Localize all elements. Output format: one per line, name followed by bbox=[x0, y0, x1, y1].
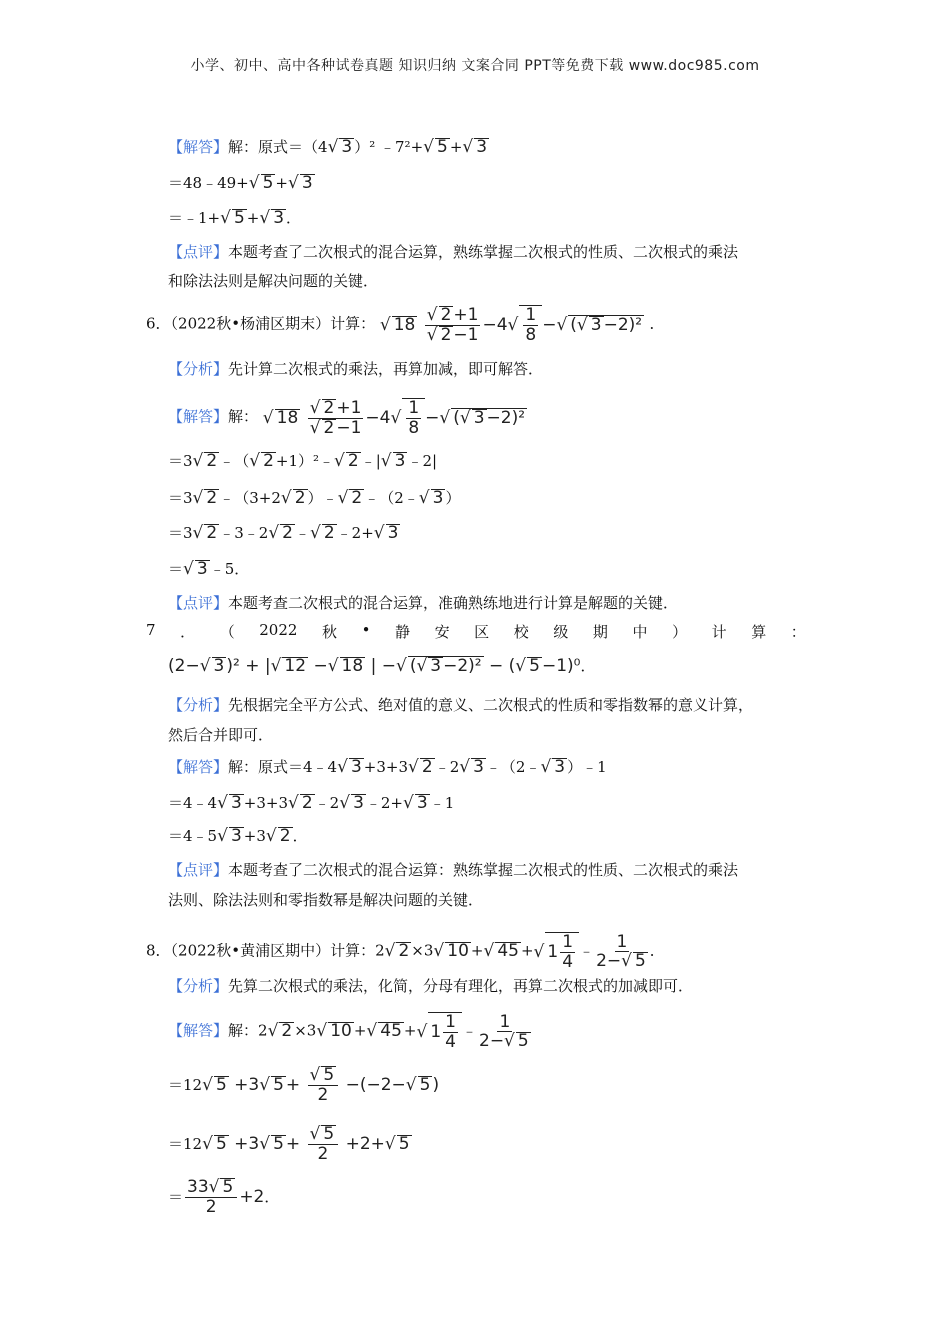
analysis-7-line-1: 【分析】先根据完全平方公式、绝对值的意义、二次根式的性质和零指数幂的意义计算， bbox=[168, 696, 754, 714]
question-6: 6．（2022秋•杨浦区期末）计算： √ 18 $\frac{√ 2 +1}{√ 2 -1}$ −4√ $\frac{1}{8}$ −√ (√ 3 −2)² ． bbox=[146, 305, 665, 345]
solution-7-line-3: ＝4﹣5√ 3 +3√ 2 ． bbox=[168, 826, 308, 846]
page-header: 小学、初中、高中各种试卷真题 知识归纳 文案合同 PPT等免费下载 www.doc985.com bbox=[190, 58, 760, 74]
solution-5-line-2: ＝48﹣49+√ 5 +√ 3 bbox=[168, 173, 313, 193]
question-8: 8．（2022秋•黄浦区期中）计算：2√ 2 ×3√ 10 +√ 45 +√ 1 $\frac{1}{4}$ ﹣ $\frac{1}{2-√ 5}$ ． bbox=[146, 931, 665, 972]
question-7-title: 7 ． （ 2022 秋 • 静 安 区 校 级 期 中 ） 计 算 ： bbox=[146, 621, 806, 641]
solution-7-line-2: ＝4﹣4√ 3 +3+3√ 2 ﹣2√ 3 ﹣2+√ 3 ﹣1 bbox=[168, 793, 455, 813]
solution-5-line-3: ＝﹣1+√ 5 +√ 3 ． bbox=[168, 208, 302, 228]
solution-7-line-1: 【解答】解：原式＝4﹣4√ 3 +3+3√ 2 ﹣2√ 3 ﹣（2﹣√ 3 ）﹣1 bbox=[168, 757, 607, 777]
solution-6-line-2: ＝3√ 2 ﹣（√ 2 +1）²﹣√ 2 ﹣|√ 3 ﹣2| bbox=[168, 451, 438, 471]
analysis-6: 【分析】先计算二次根式的乘法，再算加减，即可解答． bbox=[168, 360, 544, 378]
comment-5-line-1: 【点评】本题考查了二次根式的混合运算，熟练掌握二次根式的性质、二次根式的乘法 bbox=[168, 243, 739, 261]
solution-8-line-3: ＝12√ 5 +3√ 5 + $\frac{√ 5}{2}$ +2+√ 5 bbox=[168, 1124, 410, 1164]
solution-6-line-3: ＝3√ 2 ﹣（3+2√ 2 ）﹣√ 2 ﹣（2﹣√ 3 ） bbox=[168, 488, 461, 508]
question-7-expression: (2−√ 3 )² + |√ 12 −√ 18 | −√ (√ 3 −2)² − (√ 5 −1)⁰． bbox=[168, 656, 596, 676]
comment-6: 【点评】本题考查二次根式的混合运算，准确熟练地进行计算是解题的关键． bbox=[168, 594, 679, 612]
solution-8-line-2: ＝12√ 5 +3√ 5 + $\frac{√ 5}{2}$ −(−2−√ 5 ) bbox=[168, 1065, 440, 1105]
comment-7-line-2: 法则、除法法则和零指数幂是解决问题的关键． bbox=[168, 891, 484, 909]
comment-7-line-1: 【点评】本题考查了二次根式的混合运算：熟练掌握二次根式的性质、二次根式的乘法 bbox=[168, 861, 739, 879]
analysis-8: 【分析】先算二次根式的乘法，化简，分母有理化，再算二次根式的加减即可． bbox=[168, 977, 694, 995]
solution-8-line-1: 【解答】解：2√ 2 ×3√ 10 +√ 45 +√ 1 $\frac{1}{4}$ ﹣ $\frac{1}{2-√ 5}$ bbox=[168, 1011, 529, 1052]
comment-5-line-2: 和除法法则是解决问题的关键． bbox=[168, 272, 379, 290]
solution-5-line-1: 【解答】解：原式＝（4√ 3 ）² ﹣7²+√ 5 +√ 3 bbox=[168, 137, 488, 157]
solution-6-line-1: 【解答】解： √ 18 $\frac{√ 2 +1}{√ 2 -1}$ −4√ $\frac{1}{8}$ −√ (√ 3 −2)² bbox=[168, 398, 526, 438]
analysis-7-line-2: 然后合并即可． bbox=[168, 726, 274, 744]
solution-8-line-4: ＝ $\frac{33√ 5}{2}$ +2． bbox=[168, 1177, 280, 1217]
solution-6-line-5: ＝√ 3 ﹣5． bbox=[168, 559, 250, 579]
solution-6-line-4: ＝3√ 2 ﹣3﹣2√ 2 ﹣√ 2 ﹣2+√ 3 bbox=[168, 523, 399, 543]
